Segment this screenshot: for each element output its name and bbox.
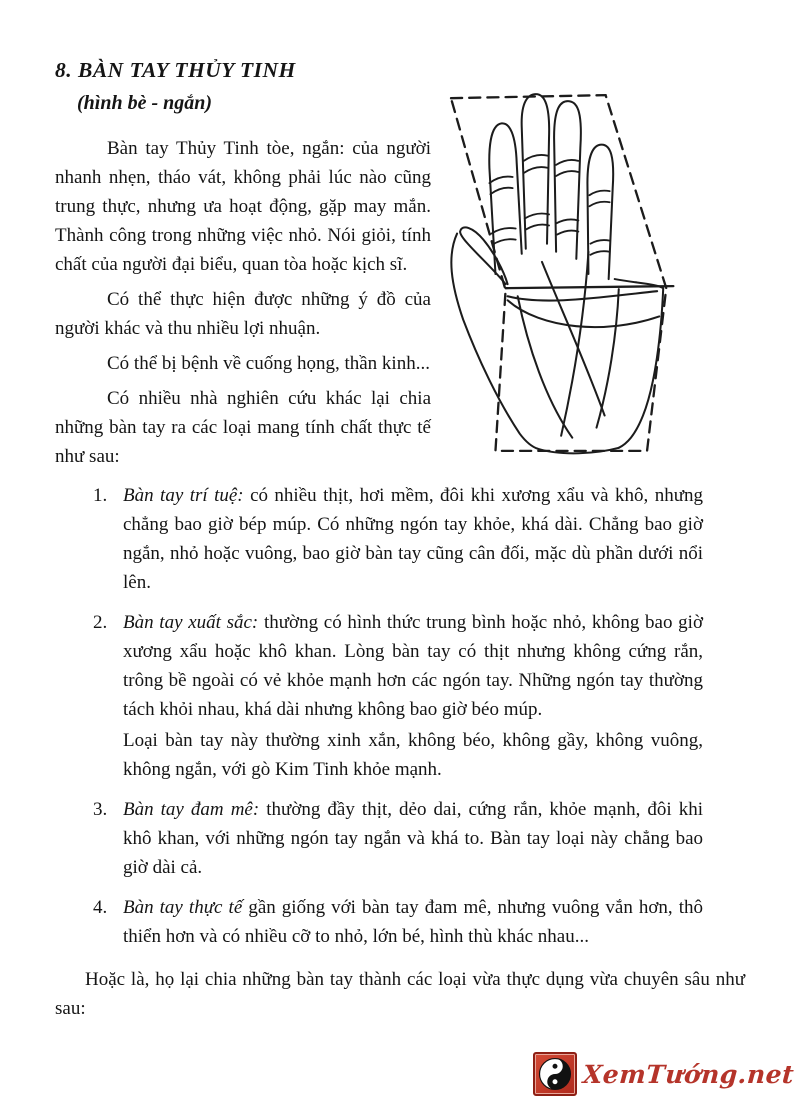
palm-baseline <box>506 286 674 288</box>
closing-paragraph: Hoặc là, họ lại chia những bàn tay thành các loại vừa thực dụng vừa chuyên sâu như sau: <box>55 969 745 1019</box>
item-title: Bàn tay thực tế <box>123 897 243 918</box>
watermark <box>533 1052 794 1096</box>
index-finger <box>489 123 521 274</box>
list-item <box>55 893 703 951</box>
little-finger <box>587 145 613 279</box>
page-subtitle: (hình bè - ngắn) <box>77 92 213 114</box>
item-number: 3. <box>93 799 108 820</box>
item-number: 1. <box>93 485 108 506</box>
paragraph: Có thể bị bệnh về cuống họng, thần kinh... <box>107 353 430 374</box>
item-text: thường có hình thức trung bình hoặc nhỏ, không bao giờ xương xẩu hoặc khô khan. Lòng bàn tay có thịt nhưng không cứng rắn, trông bề ngoài có vẻ khỏe mạnh hơn các ngón tay. Những ngón tay thường tách khỏi nhau, khá dài nhưng không bao giờ béo múp. <box>123 612 704 720</box>
yin-yang-icon <box>533 1052 577 1096</box>
list-item <box>55 481 703 597</box>
paragraph: Có thể thực hiện được những ý đồ của người khác và thu nhiều lợi nhuận. <box>55 289 431 339</box>
item-text: có nhiều thịt, hơi mềm, đôi khi xương xẩu và khô, nhưng chẳng bao giờ bép múp. Có những ngón tay khỏe, khá dài. Chẳng bao giờ ngắn, nhỏ hoặc vuông, bao giờ bàn tay cũng cân đối, mặc dù phần dưới nổi lên. <box>123 485 703 593</box>
page-title: 8. BÀN TAY THỦY TINH <box>55 58 296 82</box>
paragraph: Có nhiều nhà nghiên cứu khác lại chia những bàn tay ra các loại mang tính chất thực tế như sau: <box>55 388 431 467</box>
item-title: Bàn tay xuất sắc: <box>123 612 259 633</box>
palm-right-edge <box>615 279 664 448</box>
hand-types-list <box>55 481 745 951</box>
cross-line <box>542 262 605 416</box>
palm-diagram <box>443 82 745 464</box>
item-title: Bàn tay trí tuệ: <box>123 485 244 506</box>
life-line <box>518 296 573 437</box>
thumb <box>460 227 507 284</box>
sun-line <box>597 289 619 427</box>
item-title: Bàn tay đam mê: <box>123 799 260 820</box>
fate-line <box>561 252 588 436</box>
finger-creases <box>489 155 609 255</box>
item-text: thường đầy thịt, dẻo dai, cứng rắn, khỏe mạnh, đôi khi khô khan, với những ngón tay ngắn và khá to. Bàn tay loại này chẳng bao giờ dài cả. <box>123 799 704 878</box>
item-number: 2. <box>93 612 108 633</box>
list-item <box>55 795 703 882</box>
dashed-outline <box>451 95 666 451</box>
item-extra-text: Loại bàn tay này thường xinh xắn, không béo, không gầy, không vuông, không ngắn, với gò Kim Tinh khỏe mạnh. <box>123 730 703 780</box>
item-text: gần giống với bàn tay đam mê, nhưng vuông vắn hơn, thô thiển hơn và có nhiều cỡ to nhỏ, lớn bé, hình thù khác nhau... <box>123 897 704 947</box>
list-item <box>55 608 703 784</box>
item-number: 4. <box>93 897 108 918</box>
ring-finger <box>554 101 581 259</box>
watermark-text: XemTướng.net <box>581 1059 796 1089</box>
heart-line <box>508 291 658 300</box>
paragraph: Bàn tay Thủy Tinh tòe, ngắn: của người nhanh nhẹn, tháo vát, không phải lúc nào cũng trung thực, nhưng ưa hoạt động, gặp may mắn. Thành công trong những việc nhỏ. Nói giỏi, tính chất của người đại biểu, quan tòa hoặc kịch sĩ. <box>55 138 431 275</box>
